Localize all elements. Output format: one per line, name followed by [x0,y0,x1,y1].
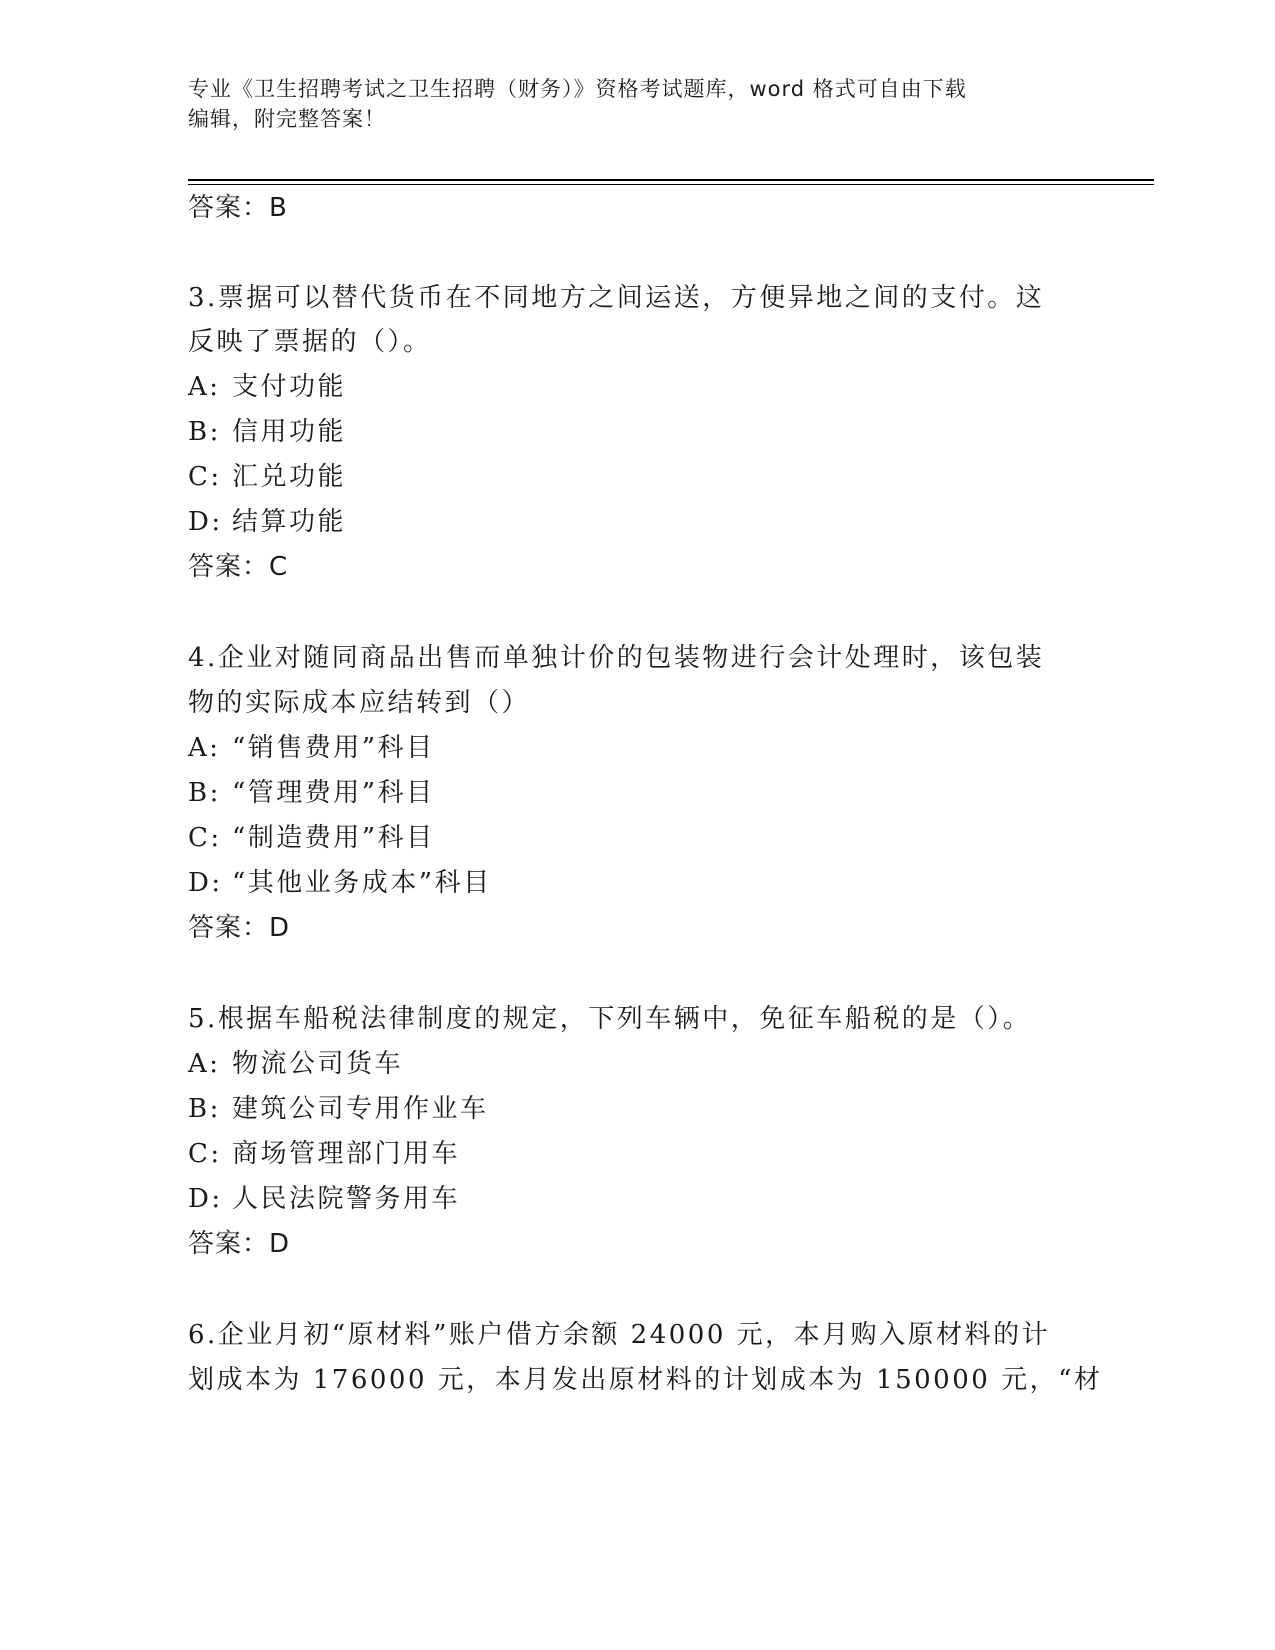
header-divider-thick [188,179,1154,181]
question-3-option-a: A: 支付功能 [188,372,347,402]
question-6-stem-2: 划成本为 176000 元，本月发出原材料的计划成本为 150000 元，“材 [188,1365,1103,1395]
question-3-option-d: D: 结算功能 [188,507,347,537]
header-divider-thin [188,184,1154,185]
question-5-option-a: A: 物流公司货车 [188,1049,404,1079]
question-3-option-b: B: 信用功能 [188,417,347,447]
header-line-1: 专业《卫生招聘考试之卫生招聘（财务）》资格考试题库，word 格式可自由下载 [188,77,967,101]
question-3-stem-2: 反映了票据的（）。 [188,327,432,357]
document-header [188,74,1088,134]
question-4-answer: 答案：D [188,913,291,943]
question-4-stem-2: 物的实际成本应结转到（） [188,688,531,718]
question-4-option-c: C: “制造费用”科目 [188,823,435,853]
question-5-option-d: D: 人民法院警务用车 [188,1184,461,1214]
question-4-option-a: A: “销售费用”科目 [188,733,435,763]
header-line-2: 编辑，附完整答案！ [188,107,386,131]
question-4-option-d: D: “其他业务成本”科目 [188,868,492,898]
question-5-stem-1: 5.根据车船税法律制度的规定，下列车辆中，免征车船税的是（）。 [188,1004,1032,1034]
question-5-answer: 答案：D [188,1229,291,1259]
question-4-option-b: B: “管理费用”科目 [188,778,435,808]
question-6-stem-1: 6.企业月初“原材料”账户借方余额 24000 元，本月购入原材料的计 [188,1320,1051,1350]
question-5-option-b: B: 建筑公司专用作业车 [188,1094,489,1124]
answer-line: 答案：B [188,193,288,223]
question-4-stem-1: 4.企业对随同商品出售而单独计价的包装物进行会计处理时，该包装 [188,643,1045,673]
question-3-answer: 答案：C [188,552,289,582]
question-3-option-c: C: 汇兑功能 [188,462,347,492]
question-5-option-c: C: 商场管理部门用车 [188,1139,461,1169]
question-3-stem-1: 3.票据可以替代货币在不同地方之间运送，方便异地之间的支付。这 [188,283,1045,313]
